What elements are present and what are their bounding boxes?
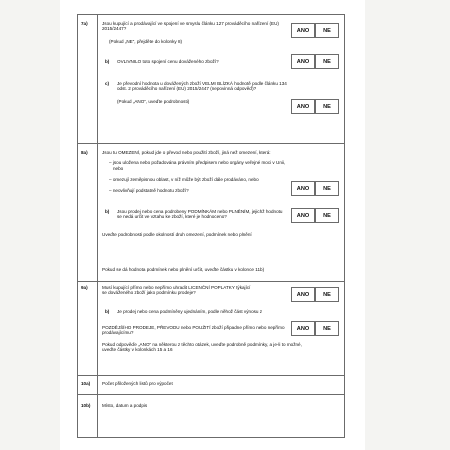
section-7a-number: 7a) (81, 21, 88, 26)
section-divider (78, 143, 344, 144)
form-frame (77, 14, 345, 438)
section-9-note-line2: uveďte částky v kolonkách 15 a 16 (102, 347, 173, 352)
section-divider (78, 394, 344, 395)
section-9-note-line1: Pokud odpověďe „ANO“ na některou z těchto otázek, uveďte podrobně podmínky, a je-li to možné, (102, 342, 302, 347)
section-7b-yes-box[interactable]: ANO (291, 54, 315, 69)
section-10b-label: Místo, datum a podpis (102, 403, 148, 408)
section-8a-bullet-3: – neovlivňují podstatně hodnotu zboží? (109, 188, 189, 193)
section-9a-number: 9a) (81, 285, 88, 290)
section-8a-bullet-1-cont: nebo (113, 166, 124, 171)
section-8b-yes-box[interactable]: ANO (291, 208, 315, 223)
section-10a-number: 10a) (81, 381, 91, 386)
section-7c-note: (Pokud „ANO“, uveďte podrobnosti) (117, 99, 190, 104)
section-8b-no-box[interactable]: NE (315, 208, 339, 223)
section-7b-no-box[interactable]: NE (315, 54, 339, 69)
section-8b-detail-prompt: Uveďte podrobnosti podle okolností druh omezení, podmínek nebo plnění (102, 232, 252, 237)
section-7b-question: OVLIVNILO toto spojení cenu dováženého zboží? (117, 59, 219, 64)
section-7a-question-line2: 2015/2447? (102, 26, 127, 31)
section-9a-question-line1: Musí kupující přímo nebo nepřímo uhradit LICENČNÍ POPLATKY týkající (102, 285, 251, 290)
section-divider (78, 375, 344, 376)
section-8b-question-line1: Jsou prodej nebo cena podrobeny PODMÍNKÁM nebo PLNĚNÍM, jejichž hodnotu (117, 209, 283, 214)
section-9b-question-line2: POZDĚJŠÍHO PRODEJE, PŘEVODU nebo POUŽITÍ zboží připadne přímo nebo nepřímo (102, 325, 285, 330)
section-9b-question-line1: Je prodej nebo cena podmíněny ujednáním, podle něhož část výnosu z (117, 309, 263, 314)
section-8a-bullet-1: – jsou uložena nebo požadována právním předpisem nebo orgány veřejné moci v Unii, (109, 160, 286, 165)
section-7a-question-line1: Jsou kupující a prodávající ve spojení ve smyslu článku 127 prováděcího nařízení (EU) (102, 21, 279, 26)
section-7a-yes-box[interactable]: ANO (291, 23, 315, 38)
section-9b-number: b) (105, 309, 110, 314)
section-8a-no-box[interactable]: NE (315, 181, 339, 196)
section-10b-number: 10b) (81, 403, 91, 408)
section-8b-note: Pokud se dá hodnota podmínek nebo plnění určit, uveďte částku v kolonce 11b) (102, 267, 265, 272)
section-8b-question-line2: se nedá určit ve vztahu ke zboží, které je hodnoceno? (117, 214, 227, 219)
section-7a-no-box[interactable]: NE (315, 23, 339, 38)
section-7a-note: (Pokud „NE“, přejděte do kolonky 8) (109, 39, 183, 44)
section-8a-number: 8a) (81, 150, 88, 155)
section-8b-number: b) (105, 209, 110, 214)
section-8a-yes-box[interactable]: ANO (291, 181, 315, 196)
section-9a-yes-box[interactable]: ANO (291, 287, 315, 302)
section-10a-label: Počet přiložených listů pro výpočet (102, 381, 173, 386)
section-8a-question: Jsou tu OMEZENÍ, pokud jde o převod nebo použití zboží, jiná než omezení, která: (102, 150, 271, 155)
section-7b-number: b) (105, 59, 110, 64)
section-7c-no-box[interactable]: NE (315, 99, 339, 114)
section-7c-question-line2: odst. 2 prováděcího nařízení (EU) 2015/2447 (nepovinná odpověď)? (117, 86, 257, 91)
section-7c-yes-box[interactable]: ANO (291, 99, 315, 114)
section-9b-yes-box[interactable]: ANO (291, 321, 315, 336)
section-7c-number: c) (105, 81, 110, 86)
section-8a-bullet-2: – omezují zeměpisnou oblast, v níž může být zboží dále prodáváno, nebo (109, 177, 259, 182)
section-9a-no-box[interactable]: NE (315, 287, 339, 302)
form-page (60, 0, 365, 450)
section-9a-question-line2: se dováženého zboží jako podmínku prodeje? (102, 290, 196, 295)
section-divider (78, 281, 344, 282)
section-9b-question-line3: prodávajícímu? (102, 330, 134, 335)
section-7c-question-line1: Je převodní hodnota u dovážených zboží VELMI BLÍZKÁ hodnotě podle článku 134 (117, 81, 287, 86)
section-9b-no-box[interactable]: NE (315, 321, 339, 336)
number-column-divider (97, 15, 98, 437)
